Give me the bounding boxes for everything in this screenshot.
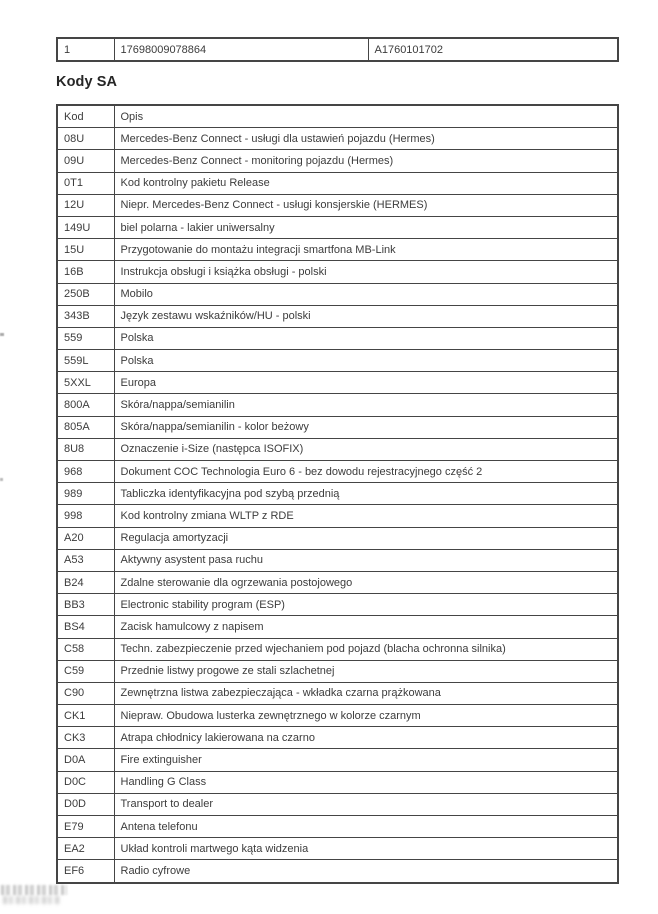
table-row	[57, 682, 618, 704]
column-header-kod: Kod	[57, 105, 114, 128]
table-row	[57, 283, 618, 305]
code-cell: 968	[57, 461, 114, 483]
code-cell: 559L	[57, 350, 114, 372]
code-cell: 09U	[57, 150, 114, 172]
table-row	[57, 416, 618, 438]
table-row	[57, 727, 618, 749]
code-cell: C90	[57, 682, 114, 704]
table-row	[57, 594, 618, 616]
description-cell: Mercedes-Benz Connect - monitoring pojazdu (Hermes)	[114, 150, 618, 172]
description-cell: Układ kontroli martwego kąta widzenia	[114, 838, 618, 860]
table-row	[57, 483, 618, 505]
part-number-cell: A1760101702	[368, 38, 618, 61]
description-cell: Mobilo	[114, 283, 618, 305]
table-row	[57, 638, 618, 660]
scan-artifact-mark	[0, 333, 4, 336]
description-cell: Niepraw. Obudowa lusterka zewnętrznego w kolorze czarnym	[114, 705, 618, 727]
table-row	[57, 350, 618, 372]
table-row	[57, 860, 618, 883]
table-row	[57, 571, 618, 593]
code-cell: EA2	[57, 838, 114, 860]
description-cell: Transport to dealer	[114, 793, 618, 815]
code-cell: 559	[57, 327, 114, 349]
code-cell: 8U8	[57, 438, 114, 460]
watermark	[1, 885, 67, 895]
code-cell: B24	[57, 571, 114, 593]
description-cell: Przygotowanie do montażu integracji smartfona MB-Link	[114, 239, 618, 261]
code-cell: 5XXL	[57, 372, 114, 394]
description-cell: Regulacja amortyzacji	[114, 527, 618, 549]
description-cell: Techn. zabezpieczenie przed wjechaniem pod pojazd (blacha ochronna silnika)	[114, 638, 618, 660]
top-table	[56, 37, 619, 62]
description-cell: Handling G Class	[114, 771, 618, 793]
code-cell: CK1	[57, 705, 114, 727]
table-row	[57, 327, 618, 349]
description-cell: Dokument COC Technologia Euro 6 - bez dowodu rejestracyjnego część 2	[114, 461, 618, 483]
code-cell: 149U	[57, 216, 114, 238]
table-row	[57, 38, 618, 61]
code-cell: EF6	[57, 860, 114, 883]
description-cell: Kod kontrolny pakietu Release	[114, 172, 618, 194]
table-row	[57, 505, 618, 527]
description-cell: Polska	[114, 350, 618, 372]
code-cell: BS4	[57, 616, 114, 638]
code-cell: C58	[57, 638, 114, 660]
code-cell: 250B	[57, 283, 114, 305]
table-header-row	[57, 105, 618, 128]
description-cell: Aktywny asystent pasa ruchu	[114, 549, 618, 571]
index-cell: 1	[57, 38, 114, 61]
table-row	[57, 527, 618, 549]
description-cell: Oznaczenie i-Size (następca ISOFIX)	[114, 438, 618, 460]
table-row	[57, 128, 618, 150]
table-row	[57, 771, 618, 793]
description-cell: Fire extinguisher	[114, 749, 618, 771]
table-row	[57, 549, 618, 571]
code-cell: D0A	[57, 749, 114, 771]
table-row	[57, 616, 618, 638]
code-cell: 343B	[57, 305, 114, 327]
code-cell: 16B	[57, 261, 114, 283]
code-cell: 0T1	[57, 172, 114, 194]
code-cell: 800A	[57, 394, 114, 416]
code-cell: E79	[57, 816, 114, 838]
code-cell: A20	[57, 527, 114, 549]
code-cell: 998	[57, 505, 114, 527]
code-cell: 989	[57, 483, 114, 505]
table-row	[57, 749, 618, 771]
description-cell: biel polarna - lakier uniwersalny	[114, 216, 618, 238]
description-cell: Zewnętrzna listwa zabezpieczająca - wkładka czarna prążkowana	[114, 682, 618, 704]
table-row	[57, 438, 618, 460]
scan-artifact-mark	[0, 478, 3, 481]
table-row	[57, 239, 618, 261]
table-row	[57, 838, 618, 860]
description-cell: Skóra/nappa/semianilin - kolor beżowy	[114, 416, 618, 438]
section-heading: Kody SA	[56, 74, 118, 90]
table-row	[57, 461, 618, 483]
code-cell: BB3	[57, 594, 114, 616]
table-row	[57, 150, 618, 172]
code-cell: C59	[57, 660, 114, 682]
description-cell: Zacisk hamulcowy z napisem	[114, 616, 618, 638]
table-row	[57, 194, 618, 216]
description-cell: Przednie listwy progowe ze stali szlachetnej	[114, 660, 618, 682]
description-cell: Antena telefonu	[114, 816, 618, 838]
table-row	[57, 816, 618, 838]
description-cell: Atrapa chłodnicy lakierowana na czarno	[114, 727, 618, 749]
table-row	[57, 372, 618, 394]
code-cell: D0C	[57, 771, 114, 793]
table-row	[57, 705, 618, 727]
table-row	[57, 305, 618, 327]
code-cell: 12U	[57, 194, 114, 216]
description-cell: Skóra/nappa/semianilin	[114, 394, 618, 416]
table-row	[57, 793, 618, 815]
table-row	[57, 660, 618, 682]
column-header-opis: Opis	[114, 105, 618, 128]
code-cell: 08U	[57, 128, 114, 150]
table-row	[57, 216, 618, 238]
description-cell: Electronic stability program (ESP)	[114, 594, 618, 616]
code-cell: 805A	[57, 416, 114, 438]
description-cell: Radio cyfrowe	[114, 860, 618, 883]
table-row	[57, 172, 618, 194]
sa-codes-table	[56, 104, 619, 884]
code-cell: D0D	[57, 793, 114, 815]
description-cell: Mercedes-Benz Connect - usługi dla ustawień pojazdu (Hermes)	[114, 128, 618, 150]
description-cell: Niepr. Mercedes-Benz Connect - usługi konsjerskie (HERMES)	[114, 194, 618, 216]
description-cell: Europa	[114, 372, 618, 394]
description-cell: Instrukcja obsługi i książka obsługi - polski	[114, 261, 618, 283]
description-cell: Zdalne sterowanie dla ogrzewania postojowego	[114, 571, 618, 593]
description-cell: Tabliczka identyfikacyjna pod szybą przednią	[114, 483, 618, 505]
code-cell: CK3	[57, 727, 114, 749]
description-cell: Kod kontrolny zmiana WLTP z RDE	[114, 505, 618, 527]
table-row	[57, 261, 618, 283]
code-cell: A53	[57, 549, 114, 571]
code-cell: 15U	[57, 239, 114, 261]
description-cell: Polska	[114, 327, 618, 349]
table-row	[57, 394, 618, 416]
serial-number-cell: 17698009078864	[114, 38, 368, 61]
description-cell: Język zestawu wskaźników/HU - polski	[114, 305, 618, 327]
